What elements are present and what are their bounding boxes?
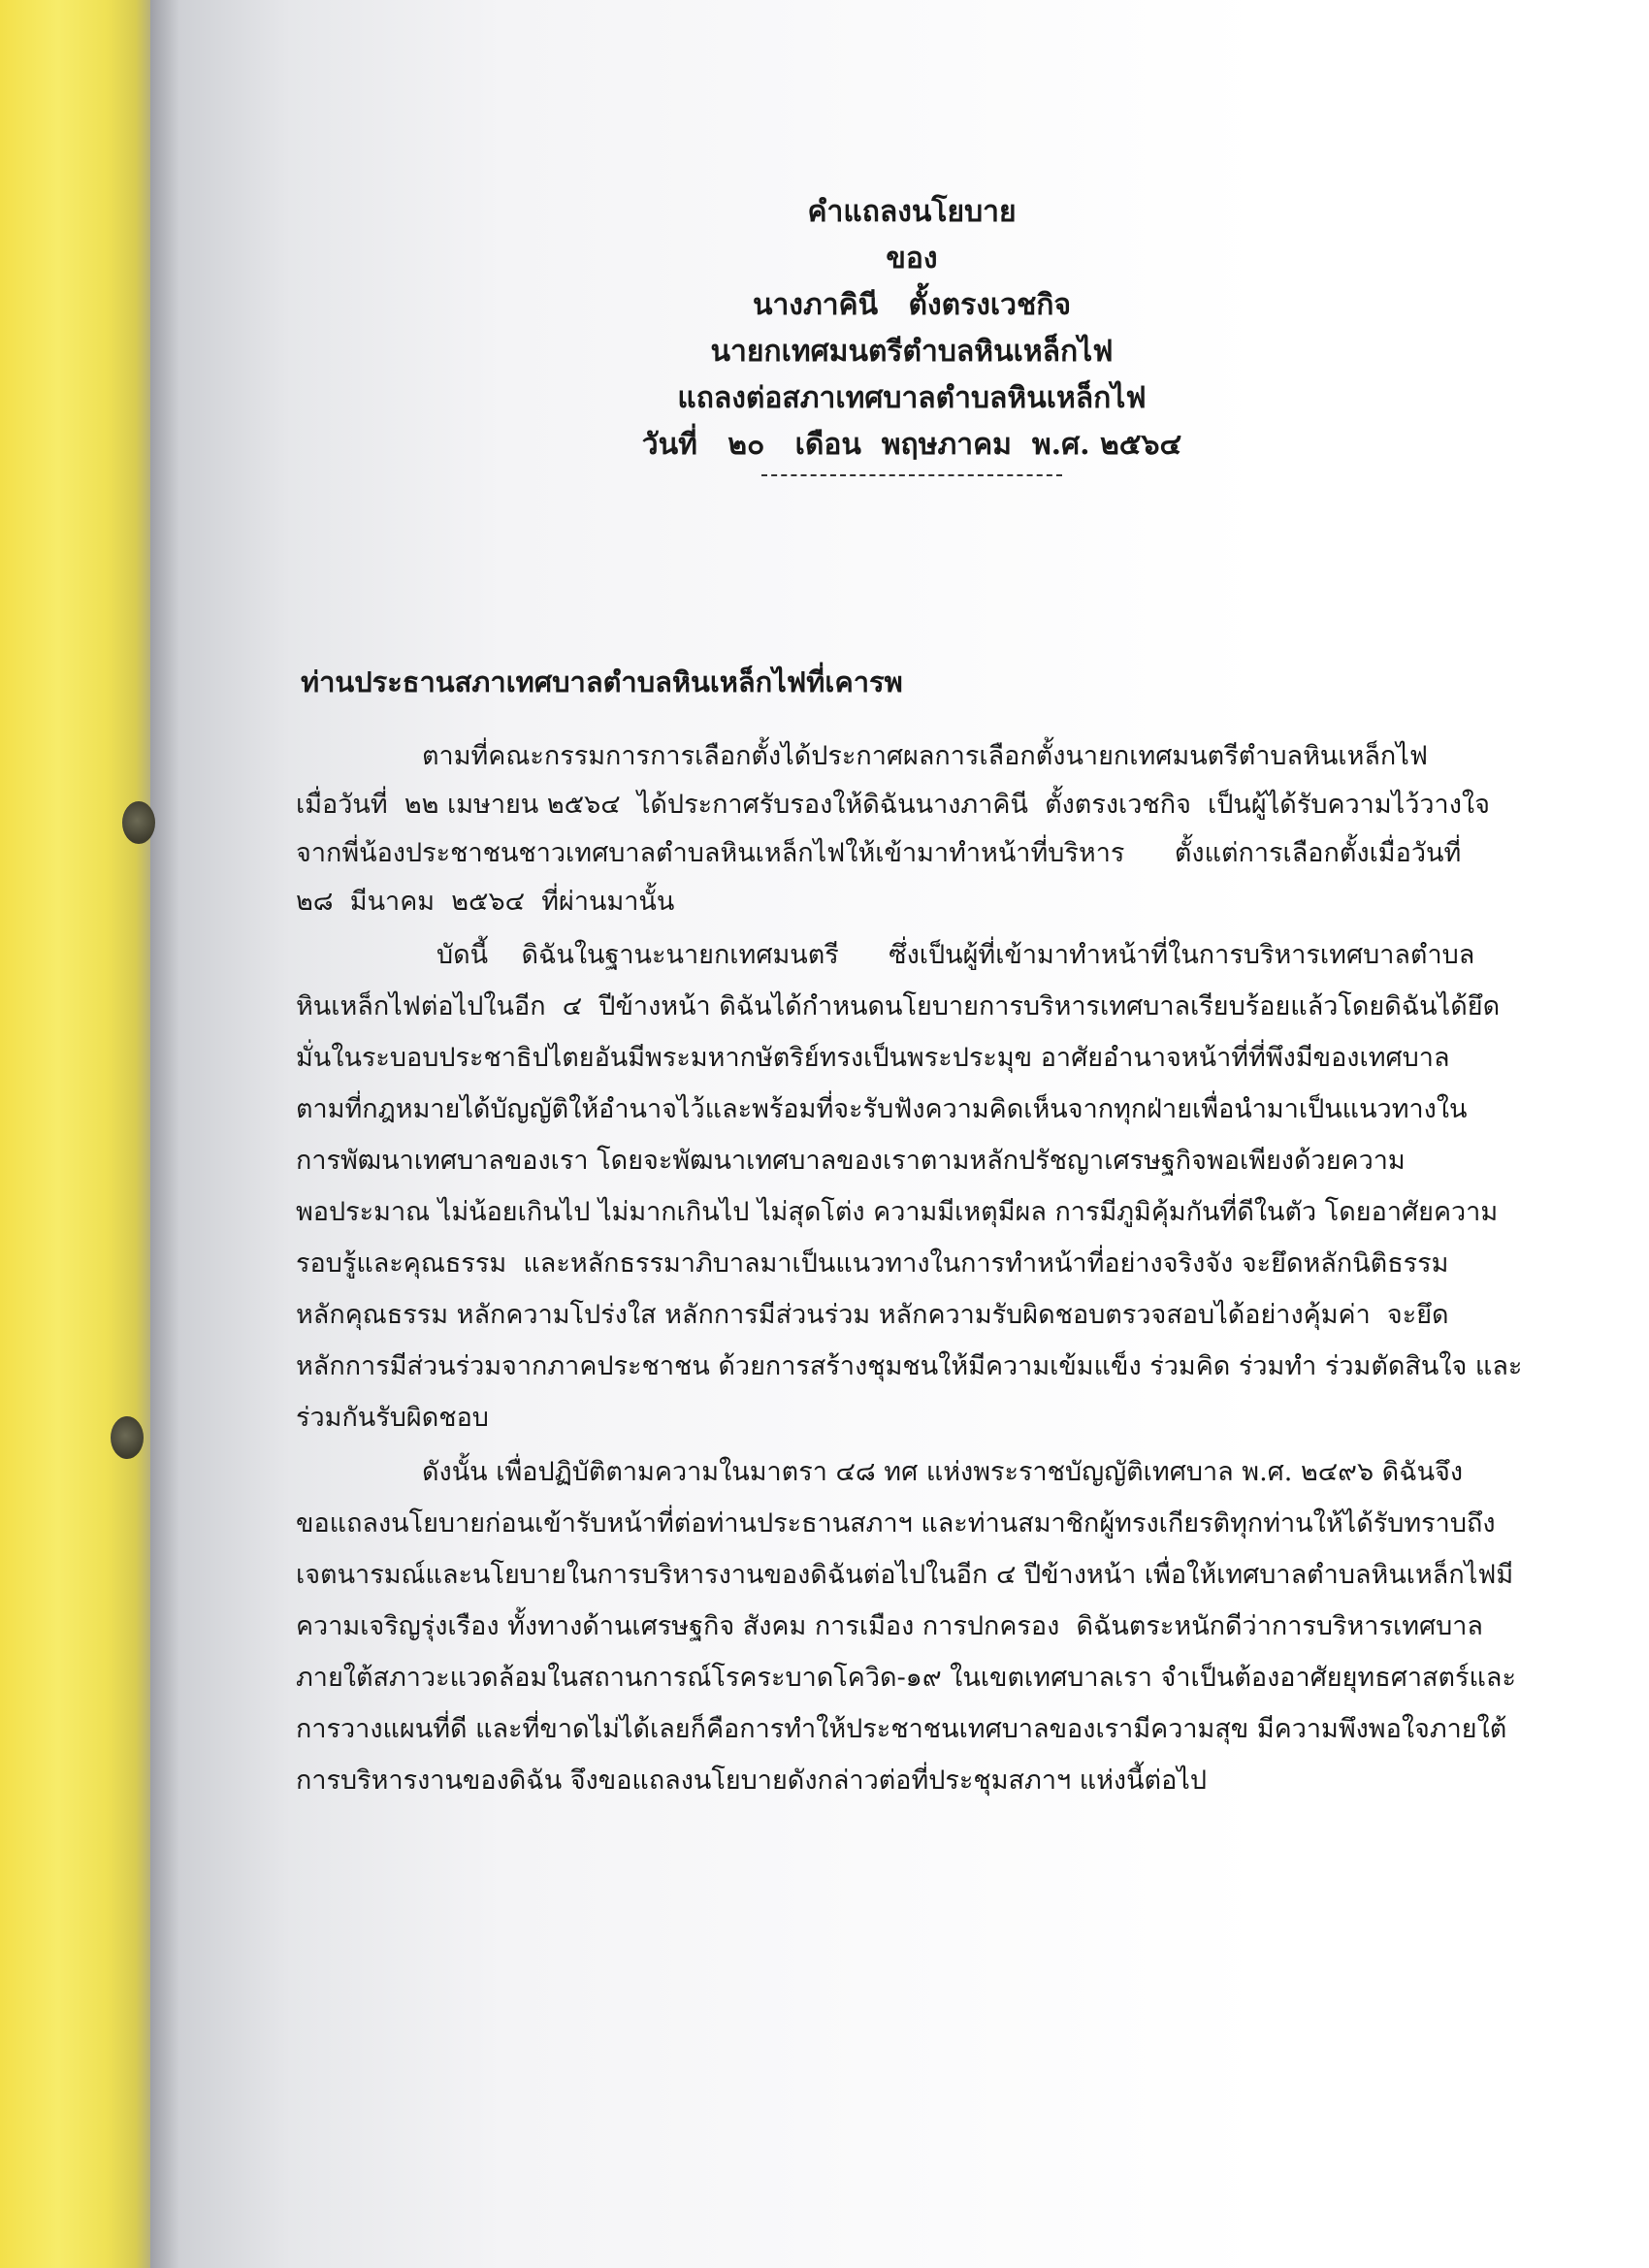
paragraph-line: รอบรู้และคุณธรรม และหลักธรรมาภิบาลมาเป็นแนวทางในการทำหน้าที่อย่างจริงจัง จะยึดหลักนิติธรรม xyxy=(296,1248,1449,1279)
paragraph-line: การวางแผนที่ดี และที่ขาดไม่ได้เลยก็คือการทำให้ประชาชนเทศบาลของเรามีความสุข มีความพึงพอใจภายใต้ xyxy=(296,1714,1507,1744)
paragraph-line: มั่นในระบอบประชาธิปไตยอันมีพระมหากษัตริย์ทรงเป็นพระประมุข อาศัยอำนาจหน้าที่ที่พึงมีของเทศบาล xyxy=(296,1043,1450,1073)
paragraph-line: จากพี่น้องประชาชนชาวเทศบาลตำบลหินเหล็กไฟให้เข้ามาทำหน้าที่บริหาร ตั้งแต่การเลือกตั้งเมื่อวันที่ xyxy=(296,838,1462,868)
paragraph-line: หลักการมีส่วนร่วมจากภาคประชาชน ด้วยการสร้างชุมชนให้มีความเข้มแข็ง ร่วมคิด ร่วมทำ ร่วมตัดสินใจ และ xyxy=(296,1351,1523,1381)
paragraph-line: ร่วมกันรับผิดชอบ xyxy=(296,1403,489,1433)
binder-shadow xyxy=(150,0,179,2268)
title-line: นางภาคินี ตั้งตรงเวชกิจ xyxy=(752,288,1072,322)
title-line: แถลงต่อสภาเทศบาลตำบลหินเหล็กไฟ xyxy=(677,381,1147,415)
salutation: ท่านประธานสภาเทศบาลตำบลหินเหล็กไฟที่เคารพ xyxy=(301,665,903,698)
document-page xyxy=(286,0,1537,2268)
paragraph-line: เจตนารมณ์และนโยบายในการบริหารงานของดิฉันต่อไปในอีก ๔ ปีข้างหน้า เพื่อให้เทศบาลตำบลหินเหล็กไฟมี xyxy=(296,1560,1514,1590)
paragraph-line: พอประมาณ ไม่น้อยเกินไป ไม่มากเกินไป ไม่สุดโต่ง ความมีเหตุมีผล การมีภูมิคุ้มกันที่ดีในตัว โดยอาศัยความ xyxy=(296,1197,1499,1227)
yellow-binder-strip xyxy=(0,0,150,2268)
paragraph-line: การพัฒนาเทศบาลของเรา โดยจะพัฒนาเทศบาลของเราตามหลักปรัชญาเศรษฐกิจพอเพียงด้วยความ xyxy=(296,1146,1406,1176)
paragraph-line: บัดนี้ ดิฉันในฐานะนายกเทศมนตรี ซึ่งเป็นผู้ที่เข้ามาทำหน้าที่ในการบริหารเทศบาลตำบล xyxy=(436,940,1475,970)
paragraph-line: หลักคุณธรรม หลักความโปร่งใส หลักการมีส่วนร่วม หลักความรับผิดชอบตรวจสอบได้อย่างคุ้มค่า จะยึด xyxy=(296,1300,1449,1330)
paragraph-line: เมื่อวันที่ ๒๒ เมษายน ๒๕๖๔ ได้ประกาศรับรองให้ดิฉันนางภาคินี ตั้งตรงเวชกิจ เป็นผู้ได้รับความไว้วางใจ xyxy=(296,790,1490,820)
punch-hole xyxy=(111,1416,144,1459)
title-date-line: วันที่ ๒๐ เดือน พฤษภาคม พ.ศ. ๒๕๖๔ xyxy=(641,428,1182,462)
paragraph-line: ดังนั้น เพื่อปฏิบัติตามความในมาตรา ๔๘ ทศ แห่งพระราชบัญญัติเทศบาล พ.ศ. ๒๔๙๖ ดิฉันจึง xyxy=(422,1457,1464,1487)
paragraph-line: การบริหารงานของดิฉัน จึงขอแถลงนโยบายดังกล่าวต่อที่ประชุมสภาฯ แห่งนี้ต่อไป xyxy=(296,1766,1208,1796)
paragraph-line: ขอแถลงนโยบายก่อนเข้ารับหน้าที่ต่อท่านประธานสภาฯ และท่านสมาชิกผู้ทรงเกียรติทุกท่านให้ได้รับทราบถึง xyxy=(296,1508,1496,1539)
title-line: นายกเทศมนตรีตำบลหินเหล็กไฟ xyxy=(710,335,1114,369)
title-block xyxy=(286,189,1537,476)
paragraph-line: ตามที่คณะกรรมการการเลือกตั้งได้ประกาศผลการเลือกตั้งนายกเทศมนตรีตำบลหินเหล็กไฟ xyxy=(422,741,1428,771)
paragraph-line: ๒๘ มีนาคม ๒๕๖๔ ที่ผ่านมานั้น xyxy=(296,887,675,917)
punch-hole xyxy=(122,801,155,844)
title-separator xyxy=(761,474,1062,476)
paragraph-line: หินเหล็กไฟต่อไปในอีก ๔ ปีข้างหน้า ดิฉันได้กำหนดนโยบายการบริหารเทศบาลเรียบร้อยแล้วโดยดิฉันได้ยึด xyxy=(296,991,1501,1021)
paragraph-line: ตามที่กฎหมายได้บัญญัติให้อำนาจไว้และพร้อมที่จะรับฟังความคิดเห็นจากทุกฝ่ายเพื่อนำมาเป็นแนวทางใน xyxy=(296,1094,1468,1124)
title-line: คำแถลงนโยบาย xyxy=(807,195,1017,229)
paragraph-line: ความเจริญรุ่งเรือง ทั้งทางด้านเศรษฐกิจ สังคม การเมือง การปกครอง ดิฉันตระหนักดีว่าการบริหารเทศบาล xyxy=(296,1611,1483,1641)
title-line: ของ xyxy=(886,242,938,275)
paragraph-line: ภายใต้สภาวะแวดล้อมในสถานการณ์โรคระบาดโควิด-๑๙ ในเขตเทศบาลเรา จำเป็นต้องอาศัยยุทธศาสตร์และ xyxy=(296,1663,1516,1693)
